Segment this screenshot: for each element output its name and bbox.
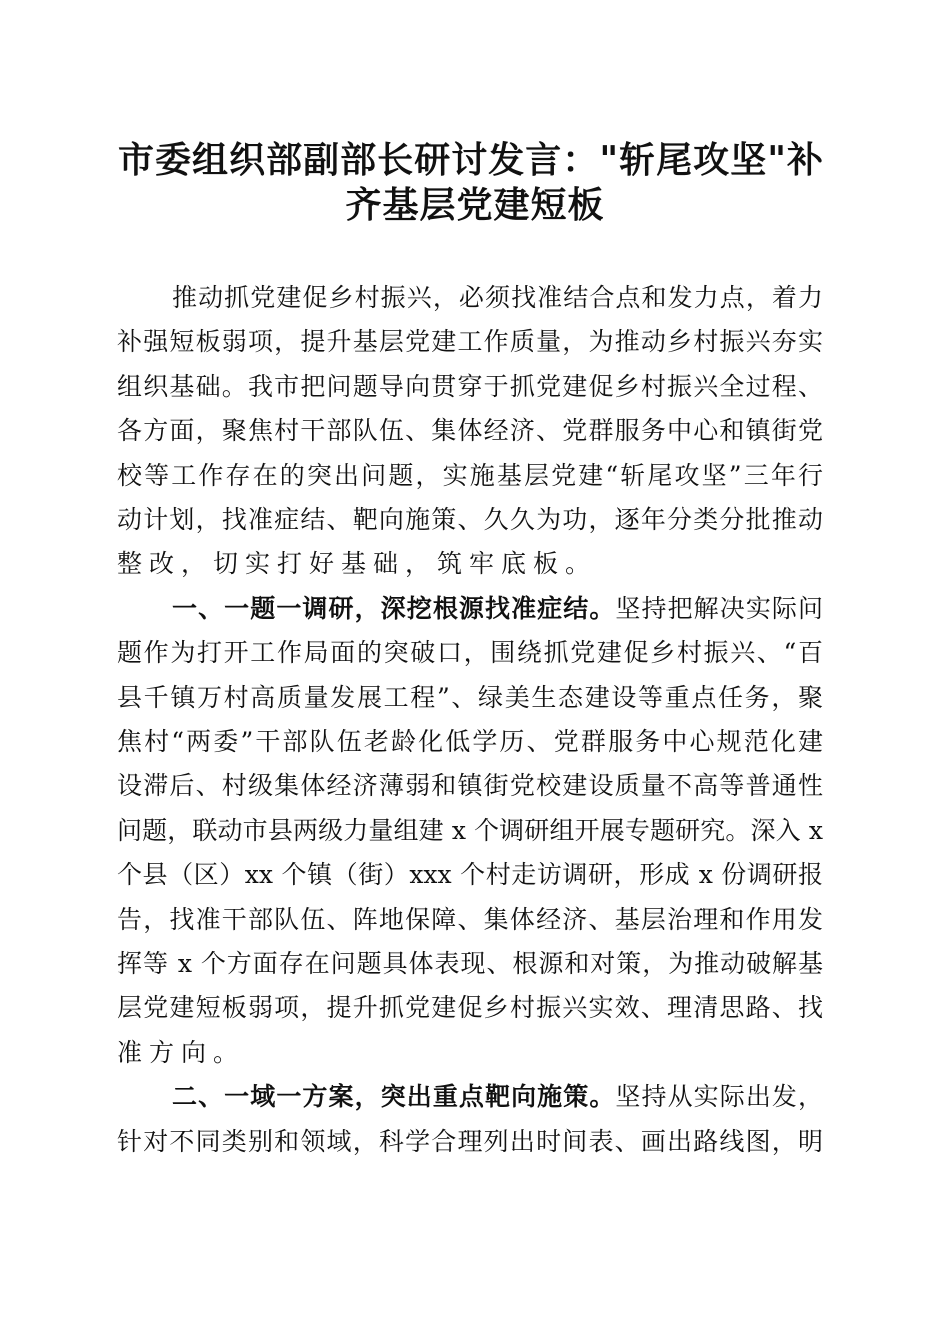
section-text: 坚持把解决实际问 — [615, 594, 823, 623]
section1-line: 准方向。 — [117, 1038, 246, 1067]
section1-line: 挥等 x 个方面存在问题具体表现、根源和对策，为推动破解基 — [117, 949, 823, 978]
section1-line: 告，找准干部队伍、阵地保障、集体经济、基层治理和作用发 — [117, 905, 823, 934]
intro-line: 各方面，聚焦村干部队伍、集体经济、党群服务中心和镇街党 — [117, 416, 823, 445]
section-heading: 一、一题一调研，深挖根源找准症结。 — [172, 594, 616, 623]
intro-line: 校等工作存在的突出问题，实施基层党建“斩尾攻坚”三年行 — [117, 461, 823, 490]
section-heading: 二、一域一方案，突出重点靶向施策。 — [172, 1082, 616, 1111]
intro-line: 推动抓党建促乡村振兴，必须找准结合点和发力点，着力 — [172, 283, 823, 312]
section1-line — [172, 587, 823, 631]
document-title-line-1: 市委组织部副部长研讨发言："斩尾攻坚"补 — [118, 139, 824, 181]
section2-line: 针对不同类别和领域，科学合理列出时间表、画出路线图，明 — [117, 1127, 823, 1156]
document-title-line-2: 齐基层党建短板 — [345, 184, 605, 226]
section-text: 坚持从实际出发， — [615, 1082, 823, 1111]
section2-line — [172, 1075, 823, 1119]
intro-line: 组织基础。我市把问题导向贯穿于抓党建促乡村振兴全过程、 — [117, 372, 823, 401]
intro-line: 整改，切实打好基础，筑牢底板。 — [117, 549, 598, 578]
section1-line: 层党建短板弱项，提升抓党建促乡村振兴实效、理清思路、找 — [117, 993, 823, 1022]
section1-line: 县千镇万村高质量发展工程”、绿美生态建设等重点任务，聚 — [117, 683, 823, 712]
section1-line: 个县（区）xx 个镇（街）xxx 个村走访调研，形成 x 份调研报 — [117, 860, 823, 889]
section1-line: 焦村“两委”干部队伍老龄化低学历、党群服务中心规范化建 — [117, 727, 823, 756]
section1-line: 问题，联动市县两级力量组建 x 个调研组开展专题研究。深入 x — [117, 816, 823, 845]
section1-line: 设滞后、村级集体经济薄弱和镇街党校建设质量不高等普通性 — [117, 771, 823, 800]
intro-line: 补强短板弱项，提升基层党建工作质量，为推动乡村振兴夯实 — [117, 327, 823, 356]
intro-line: 动计划，找准症结、靶向施策、久久为功，逐年分类分批推动 — [117, 505, 823, 534]
section1-line: 题作为打开工作局面的突破口，围绕抓党建促乡村振兴、“百 — [117, 638, 823, 667]
